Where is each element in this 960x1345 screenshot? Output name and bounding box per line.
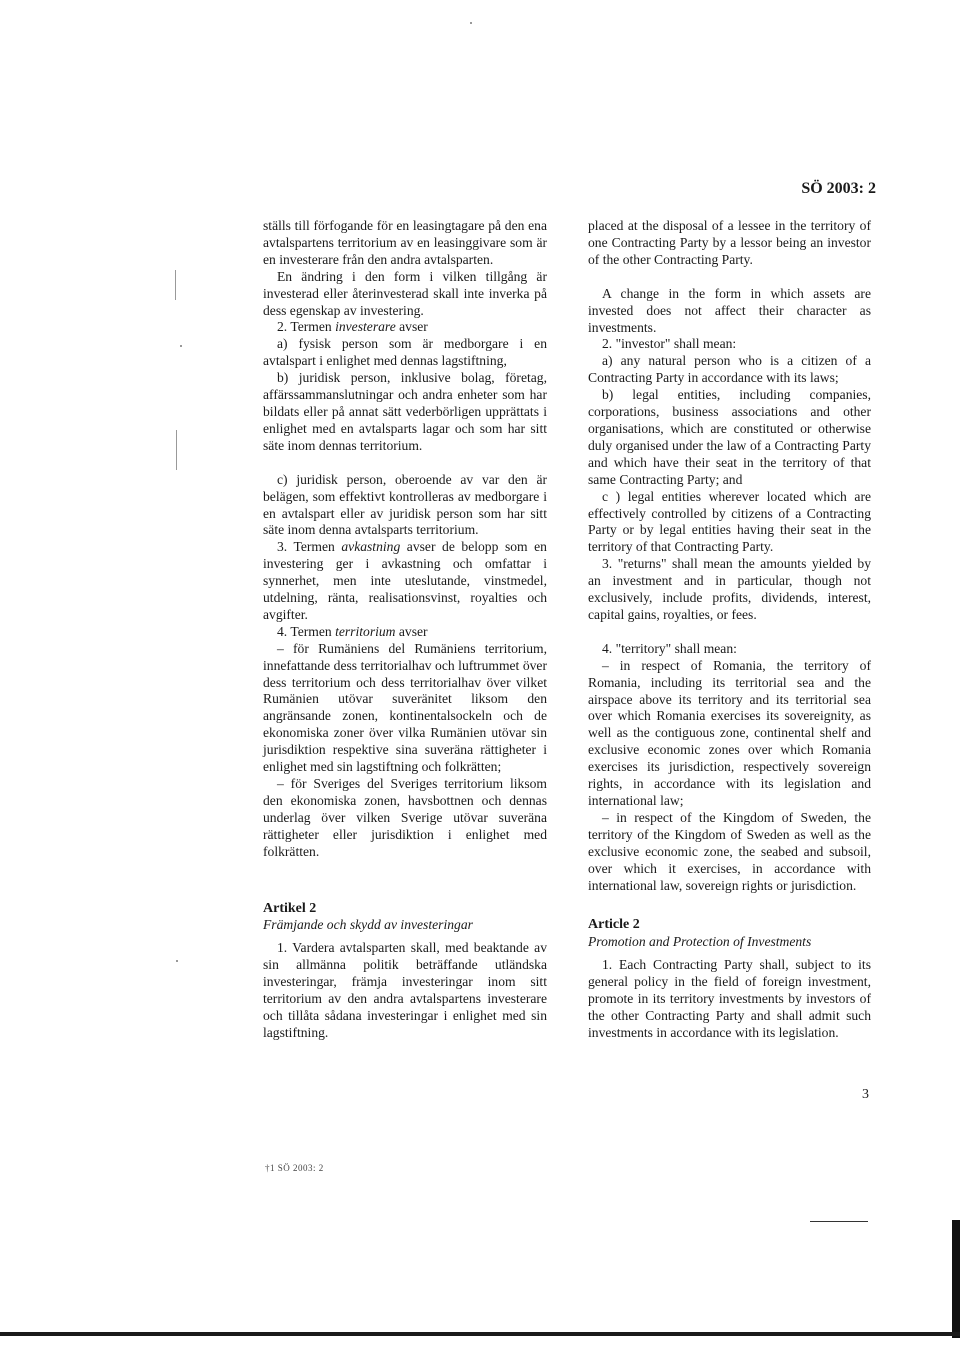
scan-mark	[470, 22, 472, 24]
scan-mark	[176, 430, 177, 470]
bottom-rule	[0, 1332, 960, 1336]
en-item-a: a) any natural person who is a citizen of a Contracting Party in accordance with its laws;	[588, 353, 871, 386]
sv-item-b: b) juridisk person, inklusive bolag, företag, affärssammanslutningar och andra enheter som har bildats eller på annat sätt vederbörligen upprättats i enlighet med en avtalsparts lagar och som har sitt säte inom dennas territorium.	[263, 370, 547, 453]
right-edge-bar	[952, 1220, 960, 1338]
sv-definition-investor	[263, 319, 547, 336]
sv-article-subtitle: Främjande och skydd av investeringar	[263, 917, 473, 933]
scan-mark	[175, 270, 176, 300]
sv-def-suffix: avser	[395, 319, 428, 335]
en-article-paragraph-1: 1. Each Contracting Party shall, subject to its general policy in the field of foreign investment, promote in its territory investments by investors of the other Contracting Party and shall admit such investments in accordance with its legislation.	[588, 957, 871, 1040]
footer-ref: †1 SÖ 2003: 2	[265, 1163, 324, 1173]
sv-def-term: avkastning	[341, 539, 401, 555]
scan-mark	[180, 345, 182, 347]
sv-definition-returns	[263, 539, 547, 624]
sv-paragraph-1: ställs till förfogande för en leasingtagare på den ena avtalspartens territorium av en leasinggivare som är en investerare från den andra avtalsparten.	[263, 218, 547, 267]
en-item-b: b) legal entities, including companies, corporations, business associations and other organisations, which are constituted or otherwise duly organised under the law of a Contracting Party and which have their seat in the territory of that same Contracting Party; and	[588, 387, 871, 487]
sv-def-term: territorium	[335, 623, 396, 639]
page-header-ref: SÖ 2003: 2	[801, 180, 876, 197]
sv-paragraph-2: En ändring i den form i vilken tillgång är investerad eller återinvesterad skall inte inverka på dess egenskap av investering.	[263, 268, 547, 318]
en-territory-sweden: – in respect of the Kingdom of Sweden, the territory of the Kingdom of Sweden as well as the exclusive economic zone, the seabed and subsoil, over which it exercises, in accordance with international law, sovereign rights or jurisdiction.	[588, 809, 871, 893]
scan-mark	[176, 960, 178, 962]
sv-def-suffix: avser	[395, 623, 428, 639]
en-article-subtitle: Promotion and Protection of Investments	[588, 934, 812, 950]
sv-def-prefix: 3. Termen	[277, 539, 342, 555]
sv-def-prefix: 4. Termen	[277, 623, 336, 639]
sv-article-title: Artikel 2	[263, 900, 317, 916]
en-item-c: c ) legal entities wherever located which are effectively controlled by citizens of a Contracting Party or by legal entities having their seat in the territory of that Contracting Party.	[588, 488, 871, 555]
sv-def-body: avser de belopp som en investering ger i avkastning och omfattar i synnerhet, men inte uteslutande, vinstmedel, utdelning, ränta, realisationsvinst, royalties och avgifter.	[263, 539, 547, 622]
sv-territory-sweden: – för Sveriges del Sveriges territorium liksom den ekonomiska zonen, havsbottnen och dennas underlag över vilken Sverige utövar suveräna rättigheter eller jurisdiktion i enlighet med folkrätten.	[263, 776, 547, 859]
sv-territory-romania: – för Rumäniens del Rumäniens territorium, innefattande dess territorialhav och luftrummet över dess territorium och dess territorialhav över vilket Rumänien utövar suveränitet liksom den angränsande zonen, kontinentalsockeln och de ekonomiska zoner över vilka Rumänien utövar sin jurisdiktion respektive sina suveräna rättigheter i enlighet med sin lagstiftning och folkrätten;	[263, 640, 547, 775]
en-article-title: Article 2	[588, 917, 640, 933]
en-definition-investor: 2. "investor" shall mean:	[602, 336, 737, 352]
sv-def-term: investerare	[335, 319, 396, 335]
en-territory-romania: – in respect of Romania, the territory of Romania, including its territorial sea and the airspace above its territory and its territorial sea over which Romania exercises its sovereignity, as well as the contiguous zone, continental shelf and exclusive economic zones over which Romania exercises its jurisdiction, respectively sovereign rights, in accordance with its legislation and international law;	[588, 657, 871, 808]
sv-definition-territory	[263, 624, 547, 641]
sv-item-c: c) juridisk person, oberoende av var den är belägen, som effektivt kontrolleras av medborgare i en avtalspart eller av juridisk person som har sitt säte inom denna avtalsparts territorium.	[263, 471, 547, 538]
en-definition-territory: 4. "territory" shall mean:	[602, 640, 737, 656]
en-paragraph-1: placed at the disposal of a lessee in the territory of one Contracting Party by a lessor being an investor of the other Contracting Party.	[588, 218, 871, 267]
swedish-column	[263, 218, 547, 1042]
sv-article-paragraph-1: 1. Vardera avtalsparten skall, med beaktande av sin allmänna politik beträffande utländska investeringar, främja investeringar inom sitt territorium av den andra avtalspartens investerare och tillåta sådana investeringar i enlighet med sin lagstiftning.	[263, 940, 547, 1040]
en-definition-returns: 3. "returns" shall mean the amounts yielded by an investment and in particular, though not exclusively, include profits, dividends, interest, capital gains, royalties, or fees.	[588, 556, 871, 622]
sv-def-prefix: 2. Termen	[277, 319, 336, 335]
sv-item-a: a) fysisk person som är medborgare i en avtalspart i enlighet med dennas lagstiftning,	[263, 336, 547, 369]
english-column	[588, 218, 871, 1042]
page-number: 3	[862, 1087, 869, 1102]
en-paragraph-2: A change in the form in which assets are invested does not affect their character as investments.	[588, 285, 871, 335]
short-rule	[810, 1221, 868, 1222]
